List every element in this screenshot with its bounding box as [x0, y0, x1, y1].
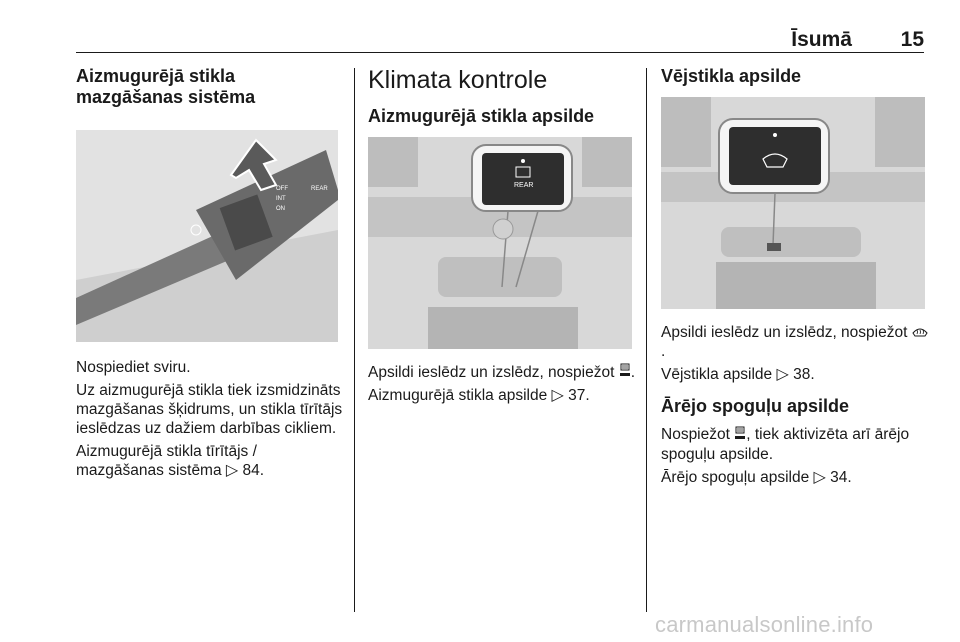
section-heading: Vējstikla apsilde: [661, 66, 802, 86]
body-text: Uz aizmugurējā stikla tiek izsmidzināts mazgāšanas šķidrums, un stikla tīrītājs ieslēdzas uz dažiem darbības cikliem.: [76, 382, 343, 437]
column-divider: [646, 68, 647, 612]
column-climate-control: [368, 66, 636, 405]
ref-arrow-icon: ▷: [225, 462, 239, 479]
windscreen-defrost-icon: [912, 323, 928, 342]
ref-arrow-icon: ▷: [776, 366, 789, 384]
body-text: Ārējo spoguļu apsilde ▷ 34.: [661, 468, 852, 486]
windscreen-defrost-panel-illustration: [661, 97, 925, 309]
rear-defrost-icon: [619, 363, 631, 382]
body-text: Nospiežot , tiek aktivizēta arī ārējo spoguļu apsilde.: [661, 426, 910, 463]
page-reference[interactable]: 84.: [242, 462, 265, 479]
watermark: carmanualsonline.info: [655, 612, 874, 637]
svg-text:REAR: REAR: [311, 186, 328, 192]
section-heading: Ārējo spoguļu apsilde: [661, 396, 850, 417]
body-text: Aizmugurējā stikla apsilde ▷ 37.: [368, 387, 590, 405]
body-text: Aizmugurējā stikla tīrītājs / mazgāšanas sistēma ▷ 84.: [76, 443, 265, 479]
page-reference[interactable]: 37.: [568, 387, 590, 405]
column-rear-washer: [76, 66, 344, 480]
svg-text:OFF: OFF: [276, 186, 288, 192]
page-reference[interactable]: 34.: [830, 468, 852, 486]
section-title: Īsumā: [791, 28, 852, 51]
chapter-title: Klimata kontrole: [368, 66, 548, 94]
page-number: 15: [900, 28, 924, 51]
rear-defrost-icon: [734, 426, 746, 445]
body-text: Vējstikla apsilde ▷ 38.: [661, 366, 815, 384]
svg-text:INT: INT: [276, 196, 286, 202]
body-text: Apsildi ieslēdz un izslēdz, nospiežot .: [661, 323, 931, 361]
svg-text:ON: ON: [276, 206, 285, 212]
section-heading: Aizmugurējā stikla apsilde: [368, 106, 595, 126]
rear-defrost-panel-illustration: [368, 137, 632, 349]
page-header: [76, 0, 924, 53]
ref-arrow-icon: ▷: [813, 468, 826, 486]
panel-label: REAR: [514, 182, 534, 189]
column-divider: [354, 68, 355, 612]
column-windscreen-heating: [661, 66, 931, 487]
body-text: Apsildi ieslēdz un izslēdz, nospiežot .: [368, 364, 636, 381]
wiper-lever-illustration: [76, 130, 338, 342]
body-text: Nospiediet sviru.: [76, 359, 191, 376]
page-reference[interactable]: 38.: [793, 366, 815, 384]
ref-arrow-icon: ▷: [551, 387, 564, 405]
section-heading: Aizmugurējā stikla mazgāšanas sistēma: [76, 66, 256, 107]
